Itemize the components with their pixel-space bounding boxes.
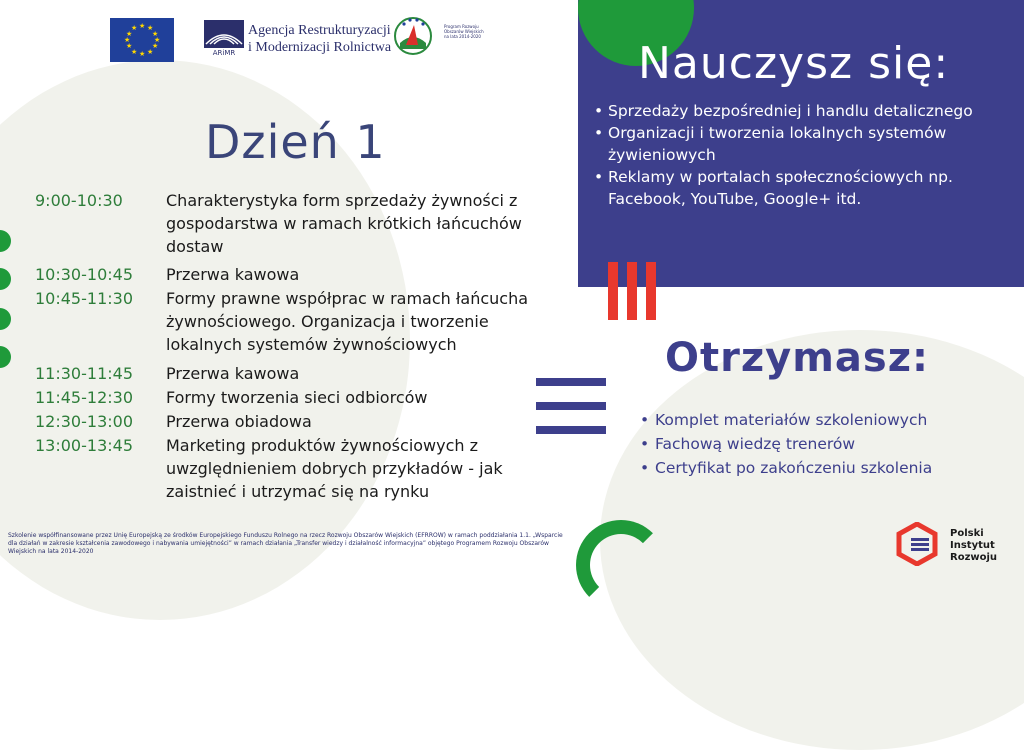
eu-flag-logo: ★ ★ ★ ★ ★ ★ ★ ★ ★ ★ ★ ★ bbox=[110, 18, 174, 62]
pir-name bbox=[950, 528, 997, 564]
navy-line-decoration bbox=[536, 402, 606, 410]
navy-line-decoration bbox=[536, 378, 606, 386]
arimr-logo bbox=[204, 20, 244, 56]
get-list bbox=[640, 408, 1020, 480]
prow-text: Program Rozwoju Obszarów Wiejskich na lata 2014-2020 bbox=[444, 24, 484, 39]
description-line: Przerwa obiadowa bbox=[166, 412, 312, 431]
learn-item: • Organizacji i tworzenia lokalnych systemów żywieniowych bbox=[594, 122, 1024, 166]
arimr-name bbox=[248, 22, 391, 56]
pir-logo-icon bbox=[895, 522, 939, 566]
schedule bbox=[0, 189, 580, 519]
pir-name-line: Polski bbox=[950, 528, 984, 539]
schedule-description bbox=[166, 410, 566, 433]
schedule-description bbox=[166, 362, 566, 385]
description-line: lokalnych systemów żywnościowych bbox=[166, 335, 457, 354]
day-title: Dzień 1 bbox=[205, 115, 386, 169]
description-line: żywnościowego. Organizacja i tworzenie bbox=[166, 312, 489, 331]
get-title: Otrzymasz: bbox=[665, 335, 929, 381]
red-bar-decoration bbox=[646, 262, 656, 320]
arimr-name-line1: Agencja Restrukturyzacji bbox=[248, 23, 391, 38]
pir-name-line: Instytut bbox=[950, 540, 995, 551]
learn-list bbox=[594, 100, 1024, 210]
schedule-time: 12:30-13:00 bbox=[35, 412, 133, 431]
prow-logo bbox=[392, 15, 434, 57]
description-line: gospodarstwa w ramach krótkich łańcuchów bbox=[166, 214, 522, 233]
schedule-description bbox=[166, 287, 566, 356]
get-item: • Fachową wiedzę trenerów bbox=[640, 432, 1020, 456]
learn-item: • Sprzedaży bezpośredniej i handlu detalicznego bbox=[594, 100, 1024, 122]
navy-line-decoration bbox=[536, 426, 606, 434]
schedule-time: 10:30-10:45 bbox=[35, 265, 133, 284]
red-bar-decoration bbox=[608, 262, 618, 320]
funding-footer: Szkolenie współfinansowane przez Unię Europejską ze środków Europejskiego Funduszu Rolnego na rzecz Rozwoju Obszarów Wiejskich (EFRROW) w ramach poddziałania 1.1. „Wsparcie dla działań w zakresie kształcenia zawodowego i nabywania umiejętności” w ramach działania „Transfer wiedzy i działalność informacyjna” objętego Programem Rozwoju Obszarów Wiejskich na lata 2014-2020 bbox=[8, 532, 563, 555]
description-line: Charakterystyka form sprzedaży żywności z bbox=[166, 191, 518, 210]
green-ring-decoration bbox=[576, 520, 666, 610]
description-line: Formy tworzenia sieci odbiorców bbox=[166, 388, 428, 407]
description-line: dostaw bbox=[166, 237, 224, 256]
description-line: Przerwa kawowa bbox=[166, 265, 300, 284]
schedule-time: 11:45-12:30 bbox=[35, 388, 133, 407]
pir-name-line: Rozwoju bbox=[950, 552, 998, 563]
red-bar-decoration bbox=[627, 262, 637, 320]
get-item: • Certyfikat po zakończeniu szkolenia bbox=[640, 456, 1020, 480]
schedule-time: 11:30-11:45 bbox=[35, 364, 133, 383]
schedule-description bbox=[166, 189, 566, 258]
description-line: uwzględnieniem dobrych przykładów - jak bbox=[166, 459, 503, 478]
arimr-abbrev: ARiMR bbox=[212, 49, 236, 56]
description-line: Przerwa kawowa bbox=[166, 364, 300, 383]
schedule-description bbox=[166, 386, 566, 409]
learn-title: Nauczysz się: bbox=[638, 38, 950, 89]
get-item: • Komplet materiałów szkoleniowych bbox=[640, 408, 1020, 432]
schedule-time: 10:45-11:30 bbox=[35, 289, 133, 308]
description-line: Marketing produktów żywnościowych z bbox=[166, 436, 479, 455]
schedule-time: 13:00-13:45 bbox=[35, 436, 133, 455]
description-line: zaistnieć i utrzymać się na rynku bbox=[166, 482, 430, 501]
schedule-description bbox=[166, 434, 566, 503]
arimr-name-line2: i Modernizacji Rolnictwa bbox=[248, 40, 392, 55]
description-line: Formy prawne współprac w ramach łańcucha bbox=[166, 289, 529, 308]
learn-item: • Reklamy w portalach społecznościowych np. Facebook, YouTube, Google+ itd. bbox=[594, 166, 1024, 210]
schedule-description bbox=[166, 263, 566, 286]
schedule-time: 9:00-10:30 bbox=[35, 191, 123, 210]
